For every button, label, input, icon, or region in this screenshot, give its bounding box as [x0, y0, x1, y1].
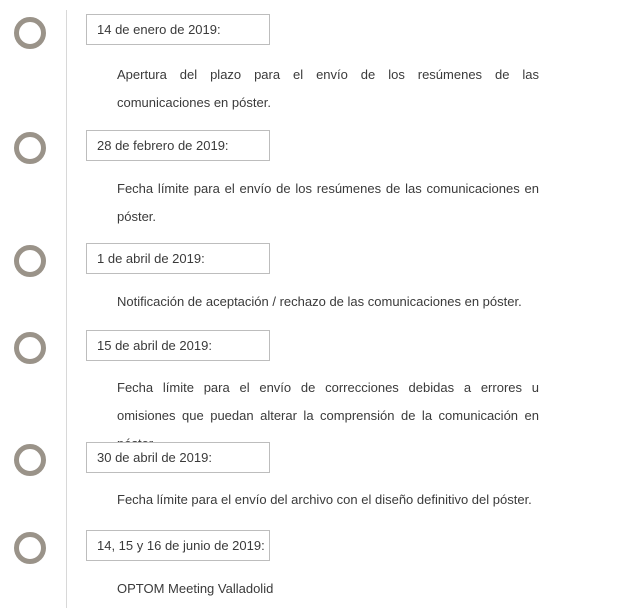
circle-ring-icon: [14, 17, 46, 49]
event-description: Fecha límite para el envío de los resúmenes de las comunicaciones en póster.: [117, 181, 539, 224]
circle-ring-icon: [14, 132, 46, 164]
event-date: 14, 15 y 16 de junio de 2019:: [86, 530, 270, 561]
circle-ring-icon: [14, 332, 46, 364]
timeline-line: [66, 10, 67, 608]
circle-ring-icon: [14, 532, 46, 564]
circle-ring-icon: [14, 245, 46, 277]
event-date: 14 de enero de 2019:: [86, 14, 270, 45]
event-description: Fecha límite para el envío del archivo con el diseño definitivo del póster.: [117, 492, 532, 507]
event-date: 15 de abril de 2019:: [86, 330, 270, 361]
event-date: 1 de abril de 2019:: [86, 243, 270, 274]
event-description: Notificación de aceptación / rechazo de las comunicaciones en póster.: [117, 294, 522, 309]
event-description: Apertura del plazo para el envío de los resúmenes de las comunicaciones en póster.: [117, 67, 539, 110]
event-date: 30 de abril de 2019:: [86, 442, 270, 473]
event-description: Fecha límite para el envío de correcciones debidas a errores u omisiones que puedan alterar la comprensión de la comunicación en: [117, 380, 539, 423]
circle-ring-icon: [14, 444, 46, 476]
event-date: 28 de febrero de 2019:: [86, 130, 270, 161]
event-description: OPTOM Meeting Valladolid: [117, 581, 274, 596]
